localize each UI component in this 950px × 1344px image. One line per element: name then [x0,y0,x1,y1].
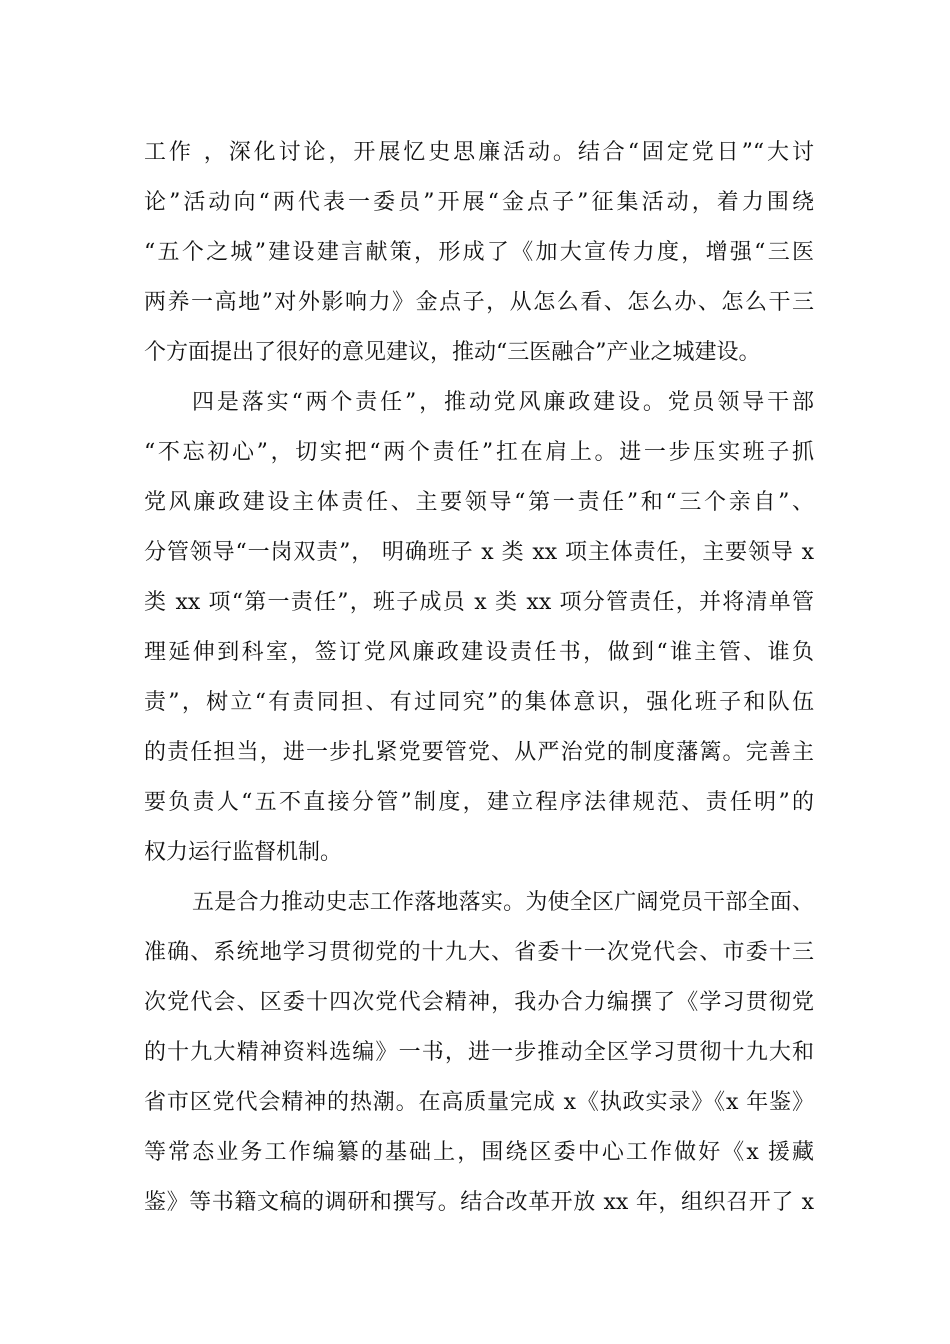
text-line: 个方面提出了很好的意见建议，推动“三医融合”产业之城建设。 [144,340,761,365]
text-line: 等常态业务工作编纂的基础上，围绕区委中心工作做好《x 援藏 [144,1140,814,1165]
text-line: 次党代会、区委十四次党代会精神，我办合力编撰了《学习贯彻党 [144,990,814,1015]
text-line: 责”，树立“有责同担、有过同究”的集体意识，强化班子和队伍 [144,690,814,715]
text-line: 理延伸到科室，签订党风廉政建设责任书，做到“谁主管、谁负 [144,640,814,665]
text-line: 省市区党代会精神的热潮。在高质量完成 x《执政实录》《x 年鉴》 [144,1090,814,1115]
text-line: 论”活动向“两代表一委员”开展“金点子”征集活动，着力围绕 [144,190,814,215]
text-line: “五个之城”建设建言献策，形成了《加大宣传力度，增强“三医 [144,240,814,265]
text-line: 分管领导“一岗双责”， 明确班子 x 类 xx 项主体责任，主要领导 x [144,540,814,565]
text-line: 党风廉政建设主体责任、主要领导“第一责任”和“三个亲自”、 [144,490,814,515]
text-line: 准确、系统地学习贯彻党的十九大、省委十一次党代会、市委十三 [144,940,814,965]
text-line: 权力运行监督机制。 [144,840,343,865]
paragraph-first-line: 五是合力推动史志工作落地落实。为使全区广阔党员干部全面、 [192,890,814,915]
text-line: 两养一高地”对外影响力》金点子，从怎么看、怎么办、怎么干三 [144,290,814,315]
text-line: 工作 ，深化讨论，开展忆史思廉活动。结合“固定党日”“大讨 [144,140,814,165]
paragraph-first-line: 四是落实“两个责任”，推动党风廉政建设。党员领导干部 [192,390,814,415]
text-line: 类 xx 项“第一责任”，班子成员 x 类 xx 项分管责任，并将清单管 [144,590,814,615]
text-line: 的责任担当，进一步扎紧党要管党、从严治党的制度藩篱。完善主 [144,740,814,765]
text-line: 要负责人“五不直接分管”制度，建立程序法律规范、责任明”的 [144,790,814,815]
text-line: 鉴》等书籍文稿的调研和撰写。结合改革开放 xx 年，组织召开了 x [144,1190,814,1215]
text-line: “不忘初心”，切实把“两个责任”扛在肩上。进一步压实班子抓 [144,440,814,465]
text-line: 的十九大精神资料选编》一书，进一步推动全区学习贯彻十九大和 [144,1040,814,1065]
